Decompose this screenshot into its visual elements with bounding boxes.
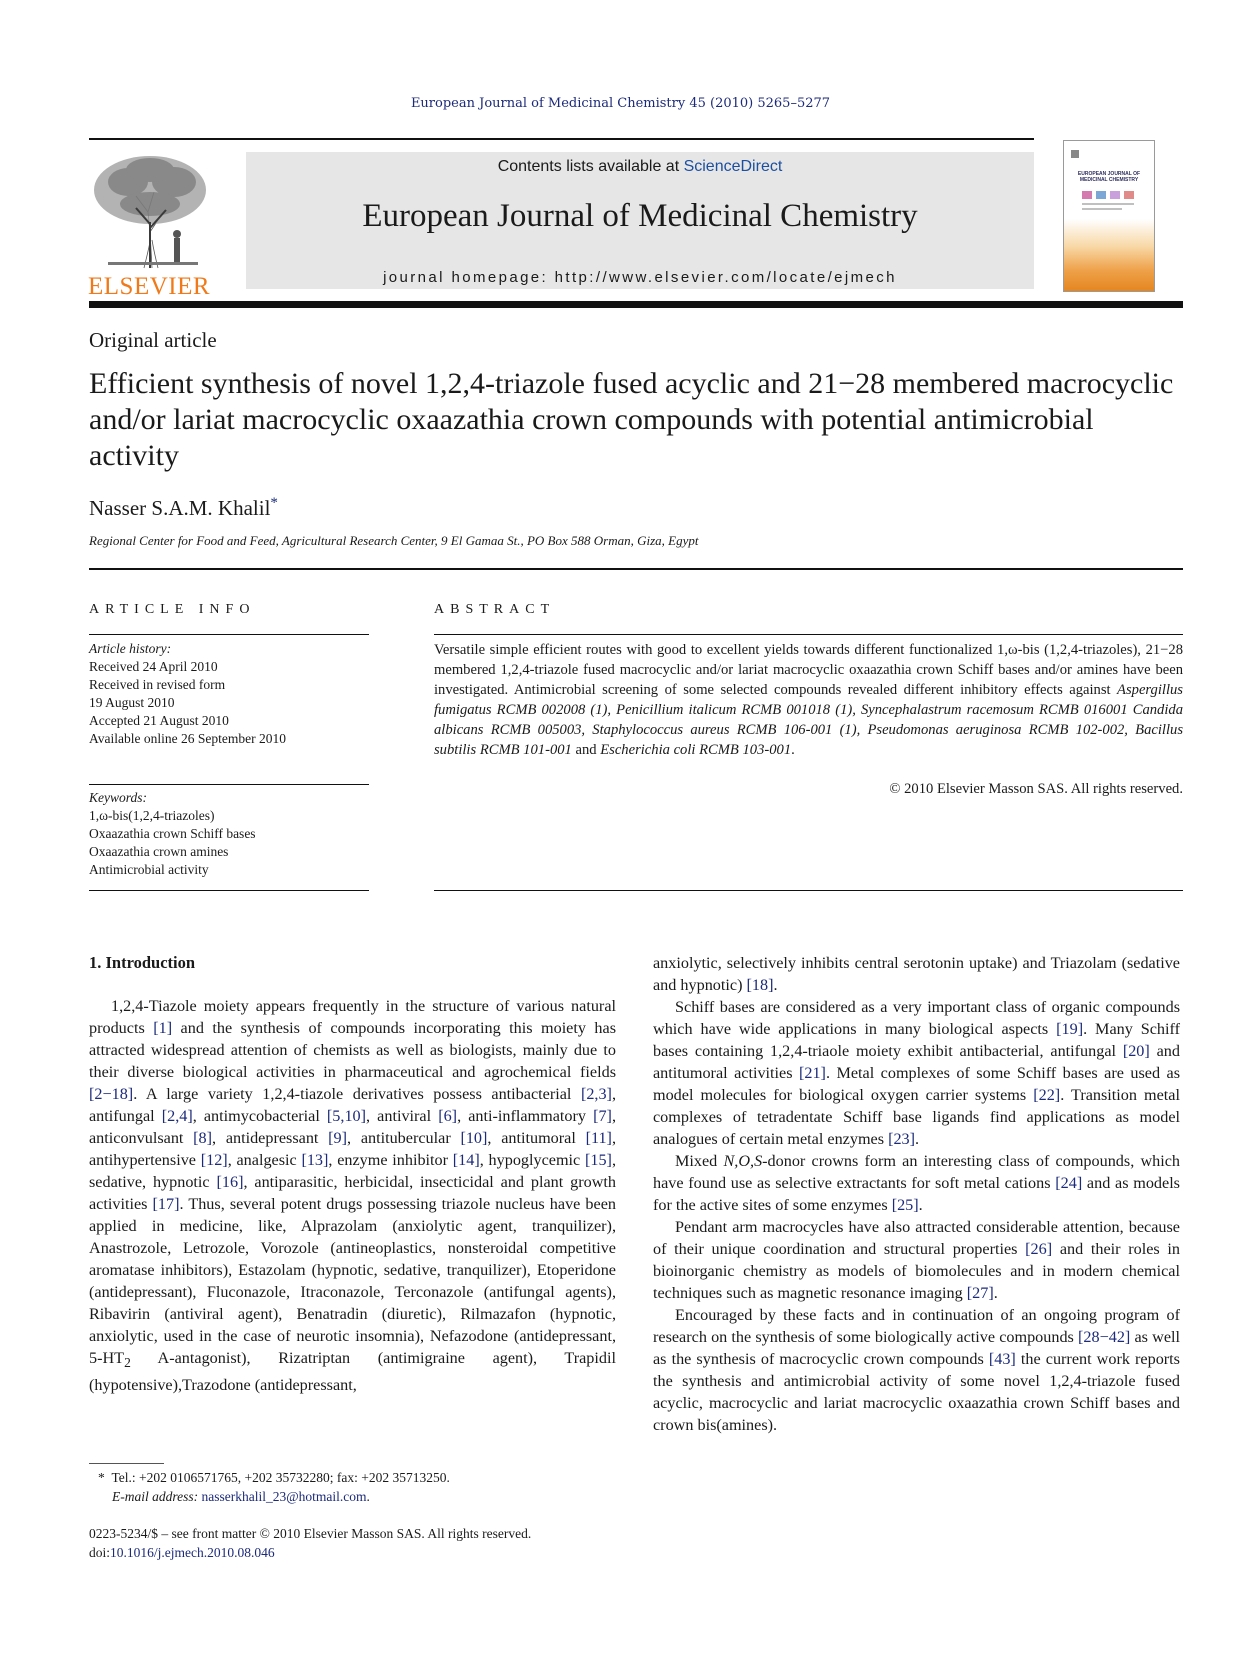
text: . Many Schiff bases containing 1,2,4-triaole moiety exhibit antibacterial, antifungal [653, 1020, 1180, 1060]
citation-link[interactable]: [6] [438, 1107, 458, 1125]
citation-link[interactable]: [25] [891, 1196, 919, 1214]
text: , anticonvulsant [89, 1107, 616, 1147]
text: A-antagonist), Rizatriptan (antimigraine agent), Trapidil (hypotensive),Trazodone (antidepressant, [89, 1349, 616, 1395]
keyword: 1,ω-bis(1,2,4-triazoles) [89, 808, 215, 823]
footnote-contact [98, 1468, 638, 1487]
paragraph [89, 995, 616, 1396]
citation-link[interactable]: [28−42] [1078, 1328, 1131, 1346]
history-line: Accepted 21 August 2010 [89, 713, 229, 728]
citation-link[interactable]: [23] [888, 1130, 916, 1148]
citation-link[interactable]: [10] [460, 1129, 488, 1147]
affiliation: Regional Center for Food and Feed, Agricultural Research Center, 9 El Gamaa St., PO Box 588 Orman, Giza, Egypt [89, 533, 699, 548]
text: and the synthesis of compounds incorporating this moiety has attracted widespread attention of chemists as well as biologists, mainly due to their diverse biological activities in pharmaceutical and agrochemical fields [89, 1019, 617, 1081]
text: , antiviral [366, 1107, 439, 1125]
author-name: Nasser S.A.M. Khalil [89, 496, 271, 520]
citation-link[interactable]: [15] [584, 1151, 612, 1169]
keywords [89, 789, 369, 879]
history-line: Available online 26 September 2010 [89, 731, 286, 746]
cover-graphic-icon [1082, 189, 1138, 213]
email-link[interactable]: nasserkhalil_23@hotmail.com [201, 1489, 367, 1504]
body-column-right [653, 952, 1180, 1436]
text: the current work reports the synthesis and antimicrobial activity of some novel 1,2,4-triazole fused acyclic, macrocyclic and lariat macrocyclic oxaazathia crown Schiff bases and crown bis(amines). [653, 1350, 1180, 1434]
history-line: Received 24 April 2010 [89, 659, 218, 674]
citation-link[interactable]: [27] [966, 1284, 994, 1302]
top-rule [89, 138, 1034, 140]
text: , sedative, hypnotic [89, 1151, 616, 1191]
abstract-text [434, 640, 1183, 760]
text: -donor crowns form an interesting class of compounds, which have found use as selective extractants for soft metal cations [653, 1152, 1181, 1192]
footnote-mark: * [98, 1470, 105, 1485]
email-end: . [366, 1489, 370, 1504]
citation-link[interactable]: [21] [798, 1064, 826, 1082]
history-line: 19 August 2010 [89, 695, 175, 710]
abstract-heading: ABSTRACT [434, 602, 556, 617]
citation-link[interactable]: [12] [200, 1151, 228, 1169]
citation-link[interactable]: [1] [153, 1019, 173, 1037]
text: , antitubercular [347, 1129, 461, 1147]
text: Schiff bases are considered as a very important class of organic compounds which have wide applications in many biological aspects [653, 998, 1180, 1038]
text: . A large variety 1,2,4-tiazole derivatives possess antibacterial [133, 1085, 581, 1103]
email-label: E-mail address: [112, 1489, 199, 1504]
text: . Thus, several potent drugs possessing triazole nucleus have been applied in medicine, like, Alprazolam (anxiolytic agent, tranquilizer), Anastrozole, Letrozole, Vorozole (antineoplastics, nonsteroidal competitive aromatase inhibitors), Estazolam (hypnotic, sedative, tranquilizer), Etoperidone (antidepressant), Fluconazole, Itraconazole, Terconazole (antifungal agents), Ribavirin (antiviral agent), Benatradin (diuretic), Rilmazafon (hypnotic, anxiolytic, used in the case of neurotic insomnia), Nefazodone (antidepressant, 5-HT [89, 1195, 616, 1367]
citation-link[interactable]: [2,3] [580, 1085, 612, 1103]
abstract-and: and [571, 742, 601, 758]
text: Encouraged by these facts and in continuation of an ongoing program of research on the synthesis of some biologically active compounds [653, 1306, 1180, 1346]
affiliation-rule [89, 568, 1183, 570]
article-info-rule [89, 634, 369, 635]
contents-prefix: Contents lists available at [497, 158, 684, 175]
citation-link[interactable]: [8] [193, 1129, 213, 1147]
abstract-rule [434, 890, 1183, 891]
citation-link[interactable]: [2,4] [161, 1107, 193, 1125]
citation-link[interactable]: [19] [1056, 1020, 1084, 1038]
front-matter [89, 1524, 649, 1562]
citation-link[interactable]: [18] [746, 976, 774, 994]
abstract-intro: Versatile simple efficient routes with good to excellent yields towards different functionalized 1,ω-bis (1,2,4-triazoles), 21−28 membered 1,2,4-triazole fused macrocyclic and/or lariat macrocyclic oxaazathia crown Schiff bases and/or amines have been investigated. Antimicrobial screening of some selected compounds revealed different inhibitory effects against [434, 642, 1183, 698]
text: Pendant arm macrocycles have also attracted considerable attention, because of their unique coordination and structural properties [653, 1218, 1180, 1258]
abstract-organism: Escherichia coli RCMB 103-001 [600, 742, 792, 758]
tree-logo-icon [88, 152, 218, 270]
elsevier-logo [88, 152, 218, 300]
journal-cover-thumbnail [1063, 140, 1155, 292]
author-footnote-link[interactable]: * [270, 495, 278, 511]
article-type: Original article [89, 328, 217, 352]
abstract-rule [434, 634, 1183, 635]
text: , hypoglycemic [479, 1151, 585, 1169]
journal-title: European Journal of Medicinal Chemistry [362, 198, 918, 234]
citation-link[interactable]: [20] [1122, 1042, 1150, 1060]
journal-homepage-link[interactable]: journal homepage: http://www.elsevier.com/locate/ejmech [383, 269, 897, 286]
text: . [918, 1196, 923, 1214]
abstract-organisms: Aspergillus fumigatus RCMB 002008 (1), Penicillium italicum RCMB 001018 (1), Syncephalastrum racemosum RCMB 016001 Candida albicans RCMB 005003, Staphylococcus aureus RCMB 106-001 (1), Pseudomonas aeruginosa RCMB 102-002, Bacillus subtilis RCMB 101-001 [434, 682, 1183, 758]
abstract-copyright: © 2010 Elsevier Masson SAS. All rights reserved. [889, 781, 1183, 797]
body-column-left [89, 995, 616, 1396]
footnote-email-line [98, 1487, 638, 1506]
elsevier-wordmark: ELSEVIER [88, 273, 211, 300]
text: as well as the synthesis of macrocyclic crown compounds [653, 1328, 1181, 1368]
abstract-end: . [791, 742, 795, 758]
section-heading: 1. Introduction [89, 953, 196, 972]
citation-link[interactable]: [16] [216, 1173, 244, 1191]
contents-line [246, 158, 1034, 176]
text: , anti-inflammatory [457, 1107, 594, 1125]
text: , antitumoral [487, 1129, 586, 1147]
citation-link[interactable]: [43] [988, 1350, 1016, 1368]
citation-link[interactable]: [14] [452, 1151, 480, 1169]
cover-logo-icon [1070, 149, 1080, 159]
article-title: Efficient synthesis of novel 1,2,4-triazole fused acyclic and 21−28 membered macrocyclic and/or lariat macrocyclic oxaazathia crown compounds with potential antimicrobial activity [89, 367, 1174, 472]
citation-link[interactable]: [22] [1033, 1086, 1061, 1104]
keyword: Oxaazathia crown amines [89, 844, 229, 859]
subscript: 2 [124, 1355, 131, 1371]
article-info-rule [89, 890, 369, 891]
text: . [993, 1284, 998, 1302]
footnote-rule [89, 1463, 164, 1464]
article-info-heading: ARTICLE INFO [89, 602, 256, 617]
text: , antimycobacterial [192, 1107, 327, 1125]
paragraph [653, 1216, 1180, 1304]
text: , antidepressant [212, 1129, 329, 1147]
text: , enzyme inhibitor [328, 1151, 453, 1169]
article-info-rule [89, 784, 369, 785]
text: . [915, 1130, 920, 1148]
keywords-label: Keywords: [89, 790, 147, 805]
citation-link[interactable]: [24] [1055, 1174, 1083, 1192]
journal-reference-link[interactable]: European Journal of Medicinal Chemistry 45 (2010) 5265–5277 [410, 96, 831, 111]
text: anxiolytic, selectively inhibits central serotonin uptake) and Triazolam (sedative and hypnotic) [653, 954, 1180, 994]
citation-link[interactable]: [26] [1025, 1240, 1053, 1258]
doi-link[interactable]: 10.1016/j.ejmech.2010.08.046 [110, 1545, 275, 1560]
paragraph [653, 1150, 1180, 1216]
citation-link[interactable]: [7] [593, 1107, 612, 1125]
text: Mixed [675, 1152, 724, 1170]
sciencedirect-link[interactable]: ScienceDirect [683, 158, 783, 175]
keyword: Antimicrobial activity [89, 862, 209, 877]
history-label: Article history: [89, 641, 172, 656]
citation-link[interactable]: [2−18] [89, 1085, 134, 1103]
citation-link[interactable]: [11] [585, 1129, 612, 1147]
text: , antifungal [89, 1085, 616, 1125]
author [89, 495, 278, 521]
text: and antitumoral activities [653, 1042, 1180, 1082]
doi-label: doi: [89, 1545, 111, 1560]
footnote-tel: Tel.: +202 0106571765, +202 35732280; fax: +202 35713250. [111, 1470, 450, 1485]
header-thick-rule [89, 301, 1183, 308]
history-line: Received in revised form [89, 677, 226, 692]
text: , antiparasitic, herbicidal, insecticidal and plant growth activities [89, 1173, 617, 1213]
text: . Metal complexes of some Schiff bases are used as model molecules for biological oxygen carrier systems [653, 1064, 1180, 1104]
text: . [773, 976, 778, 994]
text: and as models for the active sites of some enzymes [653, 1174, 1180, 1214]
footnote [98, 1468, 638, 1506]
italic-text: N,O,S [723, 1152, 763, 1170]
paragraph [653, 996, 1180, 1150]
text: . Transition metal complexes of tetradentate Schiff base ligands find applications as model analogues of certain metal enzymes [653, 1086, 1180, 1148]
citation-link[interactable]: [17] [152, 1195, 180, 1213]
text: , analgesic [227, 1151, 302, 1169]
citation-link[interactable]: [5,10] [326, 1107, 367, 1125]
text: , antihypertensive [89, 1129, 616, 1169]
text: 1,2,4-Tiazole moiety appears frequently in the structure of various natural products [89, 997, 616, 1037]
text: and their roles in bioinorganic chemistry as models of biomolecules and in modern chemical techniques such as magnetic resonance imaging [653, 1240, 1181, 1302]
doi-line [89, 1543, 649, 1562]
citation-link[interactable]: [9] [328, 1129, 348, 1147]
paragraph [653, 952, 1180, 996]
journal-banner [246, 152, 1034, 289]
article-history [89, 640, 369, 748]
keyword: Oxaazathia crown Schiff bases [89, 826, 256, 841]
issn-line: 0223-5234/$ – see front matter © 2010 Elsevier Masson SAS. All rights reserved. [89, 1526, 532, 1541]
paragraph [653, 1304, 1180, 1436]
citation-link[interactable]: [13] [301, 1151, 329, 1169]
cover-title: EUROPEAN JOURNAL OF MEDICINAL CHEMISTRY [1077, 171, 1141, 183]
